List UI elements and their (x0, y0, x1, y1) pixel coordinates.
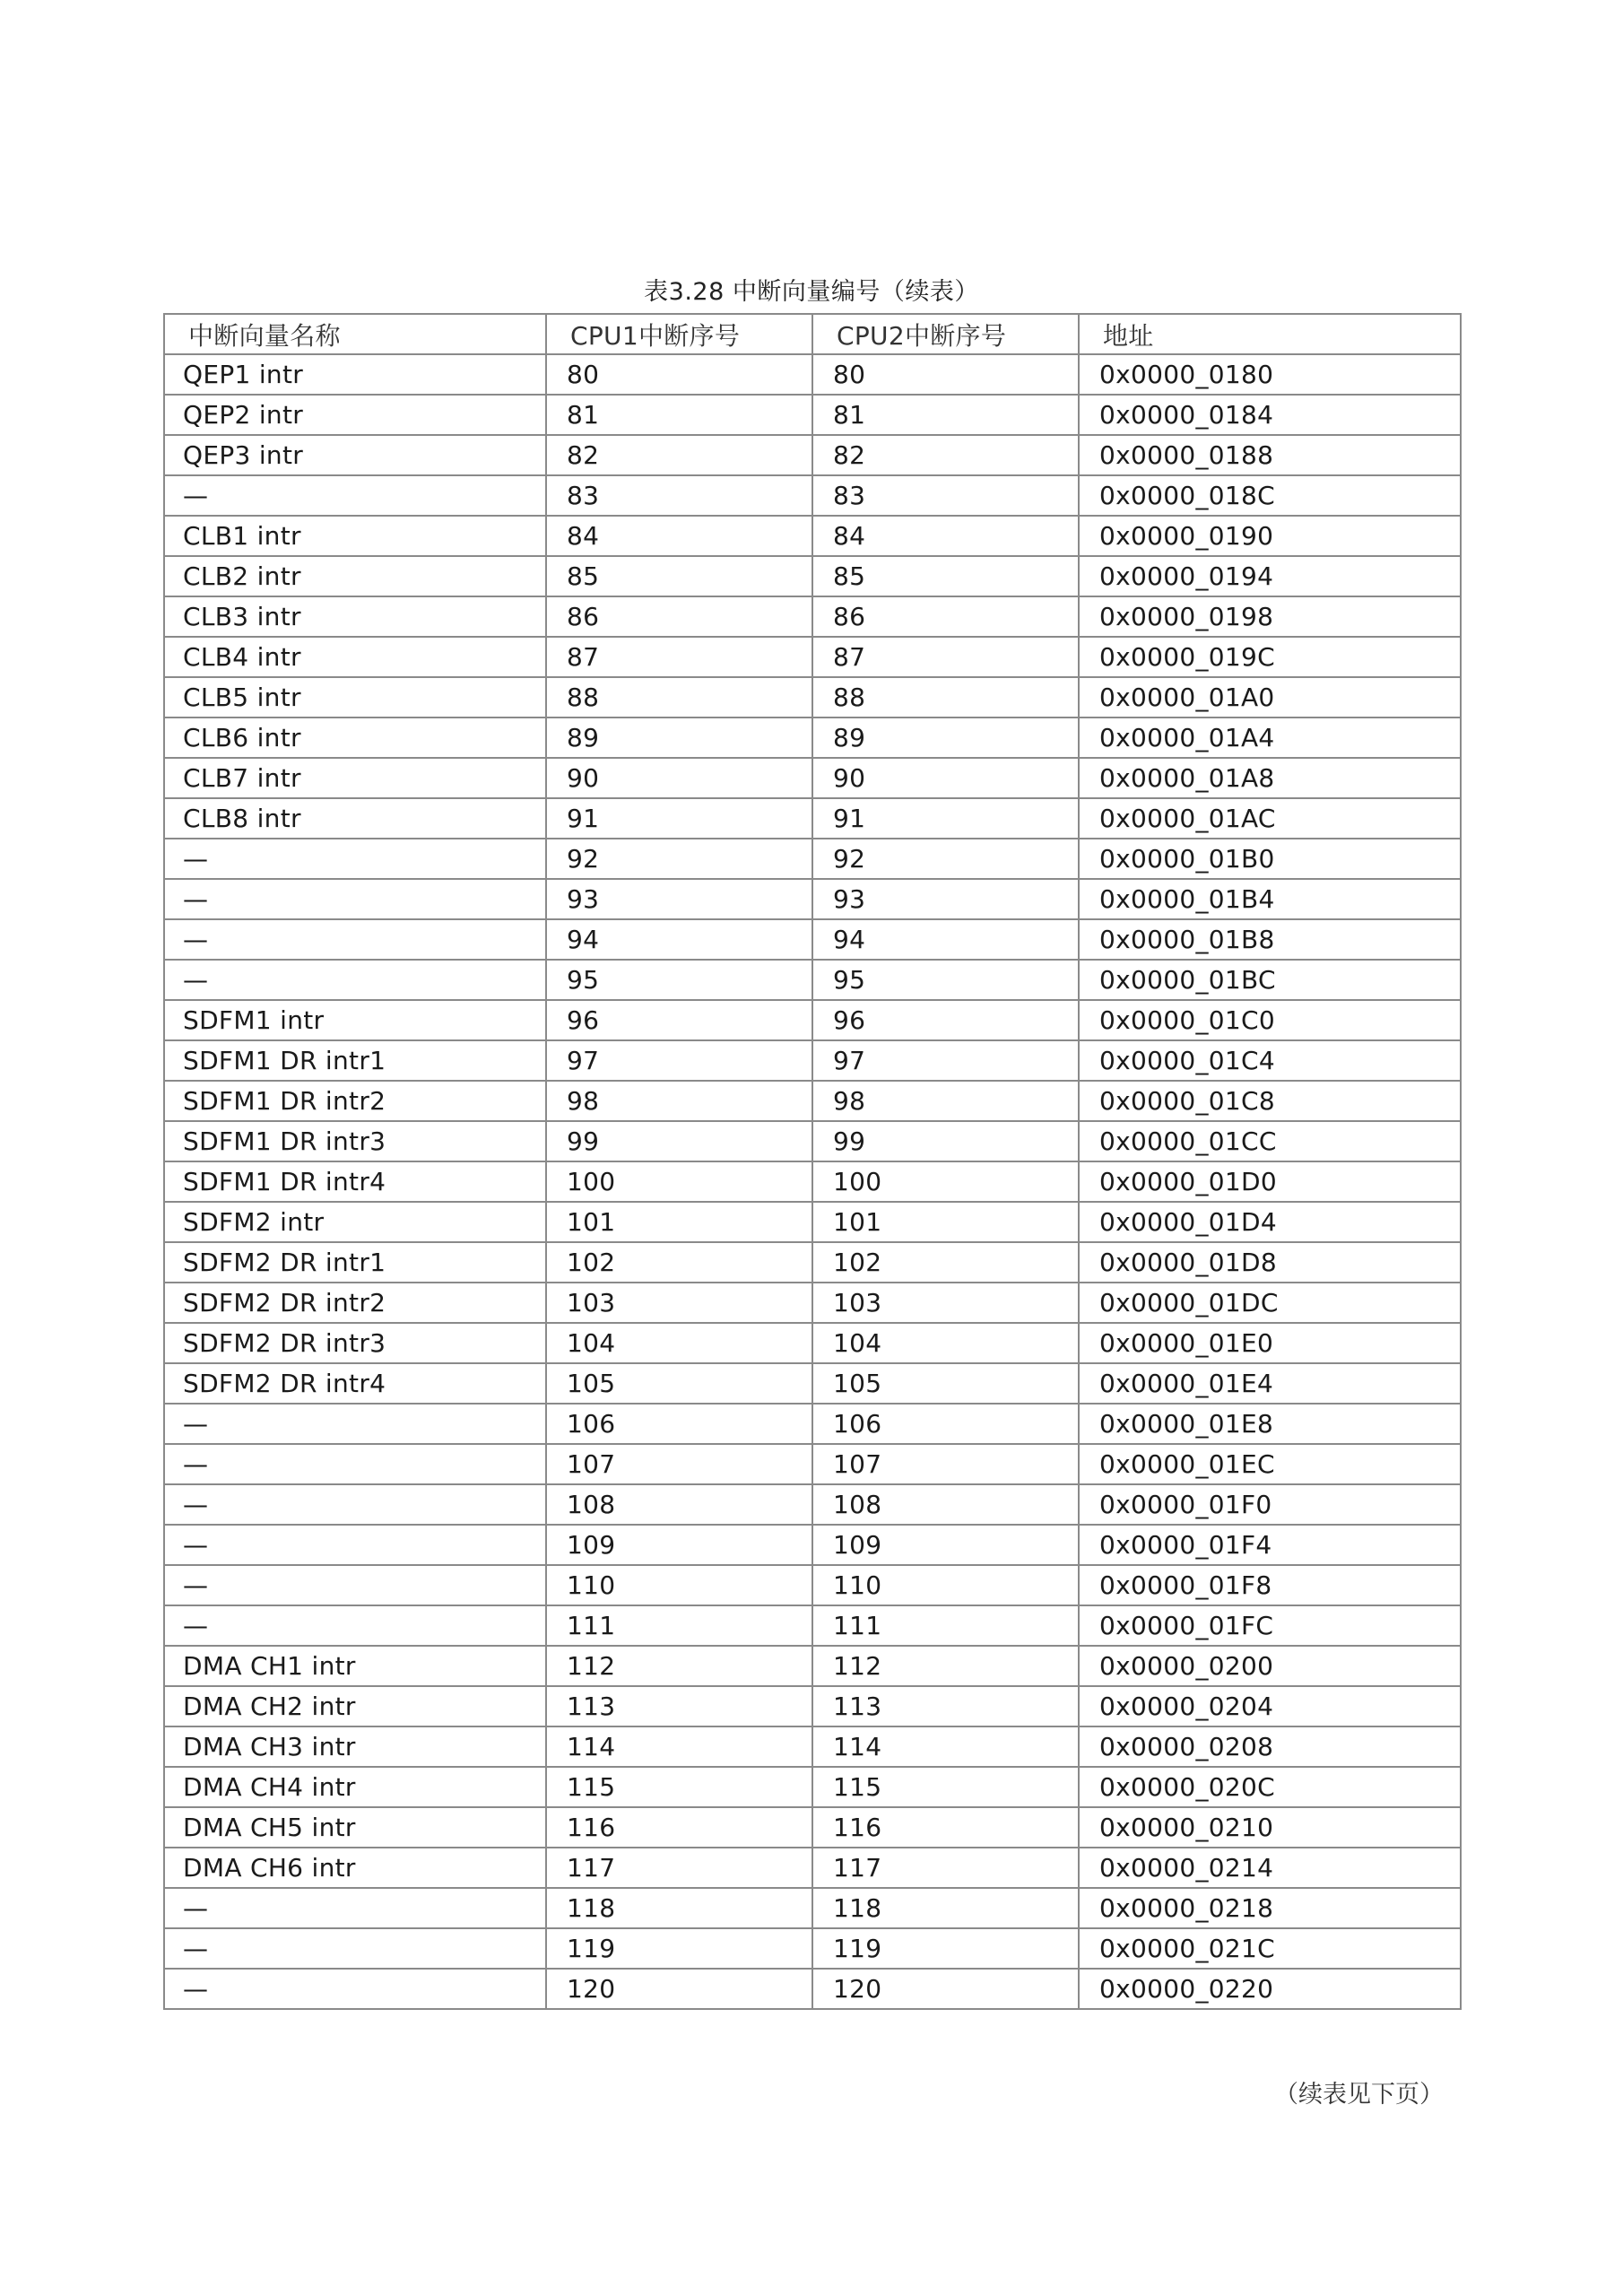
table-row (164, 1848, 1461, 1888)
column-header-cpu2-index: CPU2中断序号 (812, 314, 1079, 354)
table-row (164, 516, 1461, 556)
vector-name-cell: DMA CH3 intr (164, 1726, 546, 1767)
vector-name-cell: SDFM2 DR intr3 (164, 1323, 546, 1363)
vector-name-cell: DMA CH1 intr (164, 1646, 546, 1686)
address-cell: 0x0000_01E0 (1079, 1323, 1461, 1363)
cpu2-index-cell: 110 (812, 1565, 1079, 1605)
interrupt-vector-table (163, 313, 1462, 2010)
cpu2-index-cell: 89 (812, 718, 1079, 758)
cpu1-index-cell: 113 (546, 1686, 812, 1726)
cpu2-index-cell: 82 (812, 435, 1079, 475)
cpu2-index-cell: 107 (812, 1444, 1079, 1484)
cpu2-index-cell: 93 (812, 879, 1079, 919)
cpu2-index-cell: 103 (812, 1283, 1079, 1323)
address-cell: 0x0000_0180 (1079, 354, 1461, 395)
cpu1-index-cell: 111 (546, 1605, 812, 1646)
cpu1-index-cell: 107 (546, 1444, 812, 1484)
cpu2-index-cell: 114 (812, 1726, 1079, 1767)
address-cell: 0x0000_01DC (1079, 1283, 1461, 1323)
vector-name-cell: — (164, 1484, 546, 1525)
address-cell: 0x0000_0220 (1079, 1969, 1461, 2009)
address-cell: 0x0000_01D8 (1079, 1242, 1461, 1283)
cpu1-index-cell: 94 (546, 919, 812, 960)
vector-name-cell: — (164, 1888, 546, 1928)
vector-name-cell: — (164, 475, 546, 516)
vector-name-cell: DMA CH6 intr (164, 1848, 546, 1888)
vector-name-cell: DMA CH5 intr (164, 1807, 546, 1848)
address-cell: 0x0000_0198 (1079, 596, 1461, 637)
address-cell: 0x0000_01E8 (1079, 1404, 1461, 1444)
cpu2-index-cell: 105 (812, 1363, 1079, 1404)
table-row (164, 1242, 1461, 1283)
table-caption: 表3.28 中断向量编号（续表） (644, 278, 979, 306)
address-cell: 0x0000_01C8 (1079, 1081, 1461, 1121)
address-cell: 0x0000_01B4 (1079, 879, 1461, 919)
cpu1-index-cell: 85 (546, 556, 812, 596)
cpu1-index-cell: 104 (546, 1323, 812, 1363)
table-row (164, 1565, 1461, 1605)
cpu1-index-cell: 115 (546, 1767, 812, 1807)
vector-name-cell: — (164, 960, 546, 1000)
address-cell: 0x0000_018C (1079, 475, 1461, 516)
vector-name-cell: — (164, 919, 546, 960)
table-row (164, 1969, 1461, 2009)
address-cell: 0x0000_01A4 (1079, 718, 1461, 758)
table-row (164, 1726, 1461, 1767)
cpu1-index-cell: 90 (546, 758, 812, 798)
cpu2-index-cell: 84 (812, 516, 1079, 556)
address-cell: 0x0000_0204 (1079, 1686, 1461, 1726)
cpu2-index-cell: 90 (812, 758, 1079, 798)
cpu1-index-cell: 117 (546, 1848, 812, 1888)
table-header-row (164, 314, 1461, 354)
cpu1-index-cell: 120 (546, 1969, 812, 2009)
cpu1-index-cell: 81 (546, 395, 812, 435)
cpu1-index-cell: 89 (546, 718, 812, 758)
table-row (164, 1767, 1461, 1807)
vector-name-cell: CLB2 intr (164, 556, 546, 596)
table-row (164, 879, 1461, 919)
table-row (164, 1686, 1461, 1726)
address-cell: 0x0000_0184 (1079, 395, 1461, 435)
vector-name-cell: SDFM1 intr (164, 1000, 546, 1040)
cpu2-index-cell: 97 (812, 1040, 1079, 1081)
vector-name-cell: SDFM2 DR intr1 (164, 1242, 546, 1283)
table-row (164, 1202, 1461, 1242)
cpu2-index-cell: 108 (812, 1484, 1079, 1525)
continued-note: （续表见下页） (1274, 2081, 1444, 2109)
table-row (164, 1121, 1461, 1161)
cpu1-index-cell: 99 (546, 1121, 812, 1161)
table-row (164, 1928, 1461, 1969)
vector-name-cell: — (164, 1565, 546, 1605)
table-row (164, 1040, 1461, 1081)
cpu1-index-cell: 116 (546, 1807, 812, 1848)
vector-name-cell: — (164, 1444, 546, 1484)
address-cell: 0x0000_01FC (1079, 1605, 1461, 1646)
address-cell: 0x0000_020C (1079, 1767, 1461, 1807)
cpu1-index-cell: 106 (546, 1404, 812, 1444)
address-cell: 0x0000_01F4 (1079, 1525, 1461, 1565)
cpu2-index-cell: 111 (812, 1605, 1079, 1646)
cpu1-index-cell: 84 (546, 516, 812, 556)
address-cell: 0x0000_01D4 (1079, 1202, 1461, 1242)
vector-name-cell: DMA CH2 intr (164, 1686, 546, 1726)
cpu1-index-cell: 98 (546, 1081, 812, 1121)
cpu2-index-cell: 86 (812, 596, 1079, 637)
vector-name-cell: — (164, 1928, 546, 1969)
table-row (164, 354, 1461, 395)
cpu2-index-cell: 98 (812, 1081, 1079, 1121)
cpu2-index-cell: 88 (812, 677, 1079, 718)
vector-name-cell: SDFM2 DR intr2 (164, 1283, 546, 1323)
cpu1-index-cell: 93 (546, 879, 812, 919)
vector-name-cell: QEP3 intr (164, 435, 546, 475)
table-row (164, 839, 1461, 879)
vector-name-cell: SDFM1 DR intr4 (164, 1161, 546, 1202)
vector-name-cell: CLB6 intr (164, 718, 546, 758)
cpu1-index-cell: 83 (546, 475, 812, 516)
table-row (164, 596, 1461, 637)
vector-name-cell: — (164, 1525, 546, 1565)
table-row (164, 1161, 1461, 1202)
cpu1-index-cell: 118 (546, 1888, 812, 1928)
cpu1-index-cell: 91 (546, 798, 812, 839)
cpu1-index-cell: 86 (546, 596, 812, 637)
cpu1-index-cell: 97 (546, 1040, 812, 1081)
address-cell: 0x0000_01AC (1079, 798, 1461, 839)
column-header-vector-name: 中断向量名称 (164, 314, 546, 354)
table-row (164, 1646, 1461, 1686)
table-row (164, 1807, 1461, 1848)
cpu2-index-cell: 100 (812, 1161, 1079, 1202)
vector-name-cell: CLB3 intr (164, 596, 546, 637)
cpu1-index-cell: 88 (546, 677, 812, 718)
cpu1-index-cell: 95 (546, 960, 812, 1000)
vector-name-cell: CLB7 intr (164, 758, 546, 798)
table-row (164, 1000, 1461, 1040)
address-cell: 0x0000_01A0 (1079, 677, 1461, 718)
address-cell: 0x0000_0208 (1079, 1726, 1461, 1767)
table-row (164, 637, 1461, 677)
table-row (164, 395, 1461, 435)
cpu2-index-cell: 92 (812, 839, 1079, 879)
table-row (164, 919, 1461, 960)
cpu1-index-cell: 87 (546, 637, 812, 677)
table-row (164, 798, 1461, 839)
address-cell: 0x0000_01E4 (1079, 1363, 1461, 1404)
cpu2-index-cell: 85 (812, 556, 1079, 596)
address-cell: 0x0000_0194 (1079, 556, 1461, 596)
table-row (164, 718, 1461, 758)
cpu2-index-cell: 87 (812, 637, 1079, 677)
table-row (164, 1404, 1461, 1444)
column-header-cpu1-index: CPU1中断序号 (546, 314, 812, 354)
cpu1-index-cell: 109 (546, 1525, 812, 1565)
table-row (164, 960, 1461, 1000)
address-cell: 0x0000_01F8 (1079, 1565, 1461, 1605)
table-row (164, 677, 1461, 718)
address-cell: 0x0000_0218 (1079, 1888, 1461, 1928)
cpu2-index-cell: 120 (812, 1969, 1079, 2009)
cpu2-index-cell: 99 (812, 1121, 1079, 1161)
vector-name-cell: SDFM1 DR intr3 (164, 1121, 546, 1161)
table-body (164, 354, 1461, 2009)
cpu2-index-cell: 81 (812, 395, 1079, 435)
cpu2-index-cell: 96 (812, 1000, 1079, 1040)
cpu1-index-cell: 110 (546, 1565, 812, 1605)
address-cell: 0x0000_01EC (1079, 1444, 1461, 1484)
vector-name-cell: SDFM2 intr (164, 1202, 546, 1242)
cpu1-index-cell: 108 (546, 1484, 812, 1525)
cpu1-index-cell: 119 (546, 1928, 812, 1969)
cpu1-index-cell: 96 (546, 1000, 812, 1040)
vector-name-cell: SDFM2 DR intr4 (164, 1363, 546, 1404)
vector-name-cell: SDFM1 DR intr2 (164, 1081, 546, 1121)
cpu1-index-cell: 101 (546, 1202, 812, 1242)
table-row (164, 1444, 1461, 1484)
table-row (164, 1888, 1461, 1928)
vector-name-cell: — (164, 1404, 546, 1444)
cpu1-index-cell: 105 (546, 1363, 812, 1404)
vector-name-cell: CLB8 intr (164, 798, 546, 839)
table-row (164, 435, 1461, 475)
cpu1-index-cell: 80 (546, 354, 812, 395)
cpu2-index-cell: 104 (812, 1323, 1079, 1363)
address-cell: 0x0000_01B8 (1079, 919, 1461, 960)
cpu1-index-cell: 112 (546, 1646, 812, 1686)
table-row (164, 758, 1461, 798)
cpu2-index-cell: 94 (812, 919, 1079, 960)
table-row (164, 1081, 1461, 1121)
cpu1-index-cell: 102 (546, 1242, 812, 1283)
vector-name-cell: — (164, 879, 546, 919)
table-row (164, 1525, 1461, 1565)
cpu1-index-cell: 92 (546, 839, 812, 879)
address-cell: 0x0000_01B0 (1079, 839, 1461, 879)
address-cell: 0x0000_0188 (1079, 435, 1461, 475)
cpu2-index-cell: 118 (812, 1888, 1079, 1928)
vector-name-cell: — (164, 1605, 546, 1646)
cpu2-index-cell: 112 (812, 1646, 1079, 1686)
cpu2-index-cell: 109 (812, 1525, 1079, 1565)
cpu2-index-cell: 91 (812, 798, 1079, 839)
table-row (164, 556, 1461, 596)
table-row (164, 1283, 1461, 1323)
table-row (164, 1605, 1461, 1646)
cpu2-index-cell: 116 (812, 1807, 1079, 1848)
column-header-address: 地址 (1079, 314, 1461, 354)
cpu2-index-cell: 95 (812, 960, 1079, 1000)
vector-name-cell: CLB1 intr (164, 516, 546, 556)
cpu1-index-cell: 103 (546, 1283, 812, 1323)
cpu2-index-cell: 83 (812, 475, 1079, 516)
cpu2-index-cell: 102 (812, 1242, 1079, 1283)
address-cell: 0x0000_0210 (1079, 1807, 1461, 1848)
address-cell: 0x0000_019C (1079, 637, 1461, 677)
table-row (164, 475, 1461, 516)
cpu2-index-cell: 101 (812, 1202, 1079, 1242)
table-row (164, 1363, 1461, 1404)
cpu2-index-cell: 117 (812, 1848, 1079, 1888)
address-cell: 0x0000_01F0 (1079, 1484, 1461, 1525)
address-cell: 0x0000_0214 (1079, 1848, 1461, 1888)
address-cell: 0x0000_0190 (1079, 516, 1461, 556)
cpu1-index-cell: 114 (546, 1726, 812, 1767)
vector-name-cell: CLB4 intr (164, 637, 546, 677)
cpu2-index-cell: 80 (812, 354, 1079, 395)
address-cell: 0x0000_01CC (1079, 1121, 1461, 1161)
table-row (164, 1323, 1461, 1363)
address-cell: 0x0000_01C0 (1079, 1000, 1461, 1040)
vector-name-cell: — (164, 1969, 546, 2009)
vector-name-cell: SDFM1 DR intr1 (164, 1040, 546, 1081)
cpu2-index-cell: 115 (812, 1767, 1079, 1807)
cpu1-index-cell: 82 (546, 435, 812, 475)
vector-name-cell: QEP2 intr (164, 395, 546, 435)
vector-name-cell: QEP1 intr (164, 354, 546, 395)
vector-name-cell: DMA CH4 intr (164, 1767, 546, 1807)
cpu2-index-cell: 106 (812, 1404, 1079, 1444)
address-cell: 0x0000_01BC (1079, 960, 1461, 1000)
table-row (164, 1484, 1461, 1525)
address-cell: 0x0000_01D0 (1079, 1161, 1461, 1202)
address-cell: 0x0000_0200 (1079, 1646, 1461, 1686)
cpu2-index-cell: 119 (812, 1928, 1079, 1969)
address-cell: 0x0000_021C (1079, 1928, 1461, 1969)
vector-name-cell: — (164, 839, 546, 879)
cpu2-index-cell: 113 (812, 1686, 1079, 1726)
address-cell: 0x0000_01C4 (1079, 1040, 1461, 1081)
address-cell: 0x0000_01A8 (1079, 758, 1461, 798)
cpu1-index-cell: 100 (546, 1161, 812, 1202)
vector-name-cell: CLB5 intr (164, 677, 546, 718)
